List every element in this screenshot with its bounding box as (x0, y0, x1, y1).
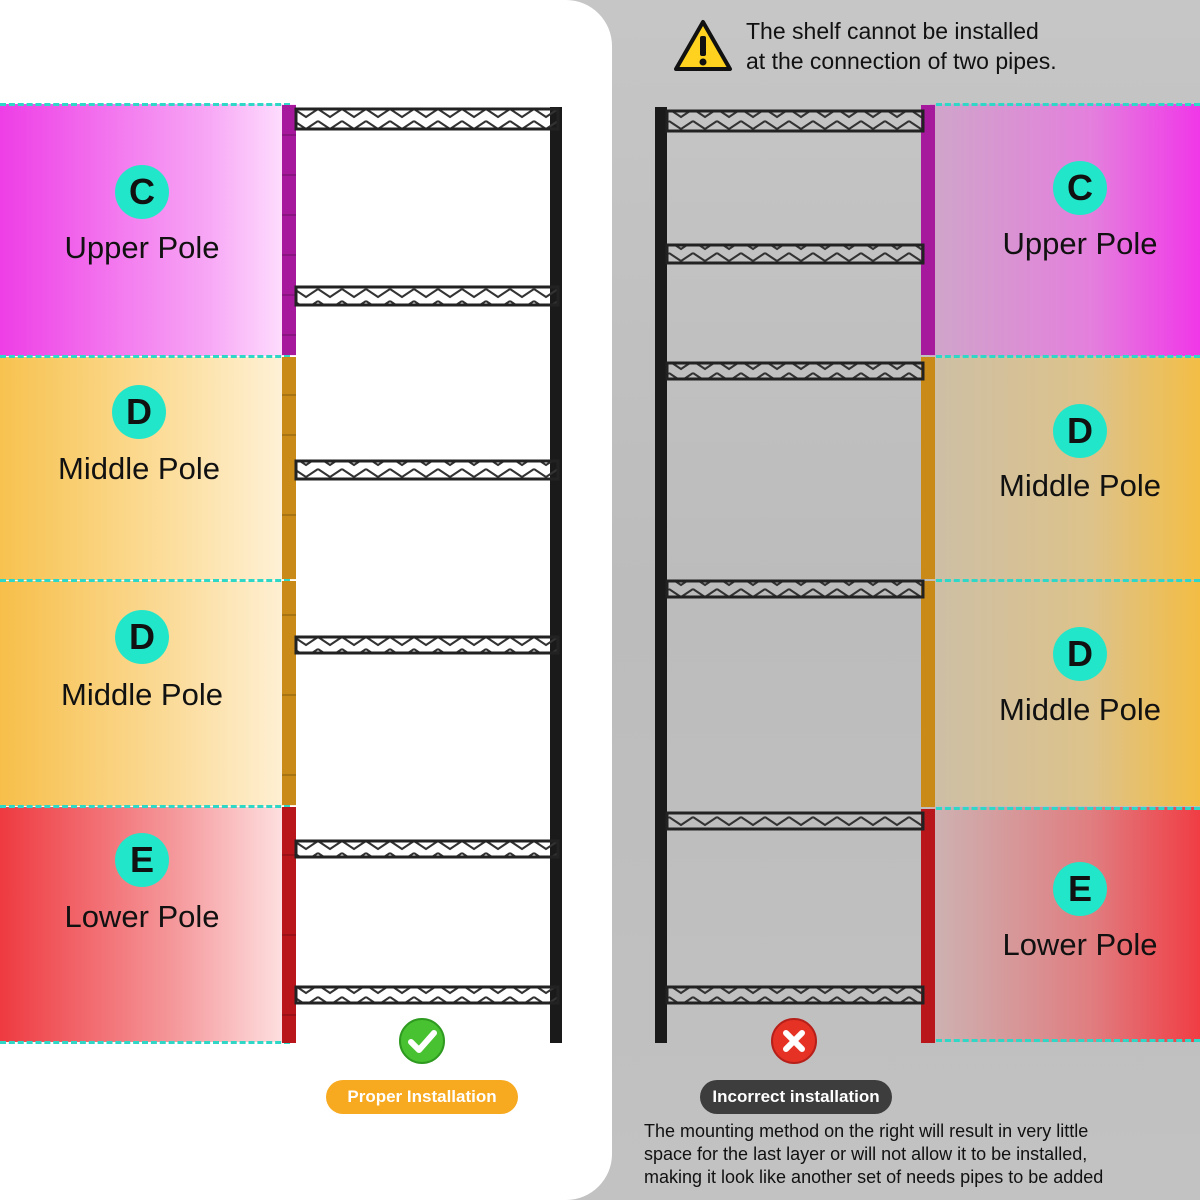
left-divider-bottom (0, 1041, 290, 1044)
proper-shelves (296, 109, 558, 1003)
proper-shelf-illustration (270, 95, 580, 1055)
proper-installation-badge: Proper Installation (326, 1080, 518, 1114)
right-pole-middle-segment-2 (921, 581, 935, 807)
left-divider-2 (0, 579, 290, 582)
mounting-note (644, 1120, 1200, 1189)
right-divider-3 (936, 807, 1200, 810)
left-middle-pole-label-2: Middle Pole (61, 677, 223, 712)
left-divider-3 (0, 805, 290, 808)
warning-line-2: at the connection of two pipes. (746, 48, 1057, 74)
left-middle-pole-label-1: Middle Pole (58, 451, 220, 486)
right-middle-pole-label-1: Middle Pole (999, 468, 1161, 503)
right-unit-left-pole (655, 107, 667, 1043)
right-upper-pole-label: Upper Pole (1002, 226, 1158, 261)
incorrect-shelf-illustration (645, 95, 945, 1055)
warning-message (746, 16, 1166, 76)
left-unit-right-pole (550, 107, 562, 1043)
right-letter-badge-d-2: D (1053, 627, 1107, 681)
left-letter-badge-e: E (115, 833, 169, 887)
right-letter-badge-c: C (1053, 161, 1107, 215)
right-pole-upper-segment (921, 105, 935, 355)
warning-line-1: The shelf cannot be installed (746, 18, 1039, 44)
right-pole-middle-segment-1 (921, 357, 935, 579)
right-lower-pole-band (930, 807, 1200, 1042)
right-divider-1 (936, 355, 1200, 358)
incorrect-installation-badge: Incorrect installation (700, 1080, 892, 1114)
left-letter-badge-d-2: D (115, 610, 169, 664)
right-divider-bottom (936, 1039, 1200, 1042)
warning-triangle-icon (672, 18, 734, 74)
mounting-note-line-1: The mounting method on the right will result in very little (644, 1121, 1089, 1141)
left-pole-middle-segment-1 (282, 357, 296, 579)
incorrect-shelves (667, 111, 923, 1003)
left-upper-pole-label: Upper Pole (64, 230, 220, 265)
left-divider-top (0, 103, 290, 106)
right-divider-top (936, 103, 1200, 106)
right-divider-2 (936, 579, 1200, 582)
mounting-note-line-2: space for the last layer or will not allow it to be installed, (644, 1144, 1088, 1164)
left-divider-1 (0, 355, 290, 358)
left-letter-badge-d-1: D (112, 385, 166, 439)
right-pole-lower-segment (921, 809, 935, 1043)
right-letter-badge-e: E (1053, 862, 1107, 916)
mounting-note-line-3: making it look like another set of needs pipes to be added (644, 1167, 1104, 1187)
right-lower-pole-label: Lower Pole (1002, 927, 1158, 962)
right-middle-pole-label-2: Middle Pole (999, 692, 1161, 727)
left-pole-upper-segment (282, 105, 296, 355)
x-circle-icon (770, 1017, 818, 1065)
left-lower-pole-label: Lower Pole (64, 899, 220, 934)
check-circle-icon (398, 1017, 446, 1065)
right-letter-badge-d-1: D (1053, 404, 1107, 458)
left-pole-lower-segment (282, 807, 296, 1043)
left-letter-badge-c: C (115, 165, 169, 219)
